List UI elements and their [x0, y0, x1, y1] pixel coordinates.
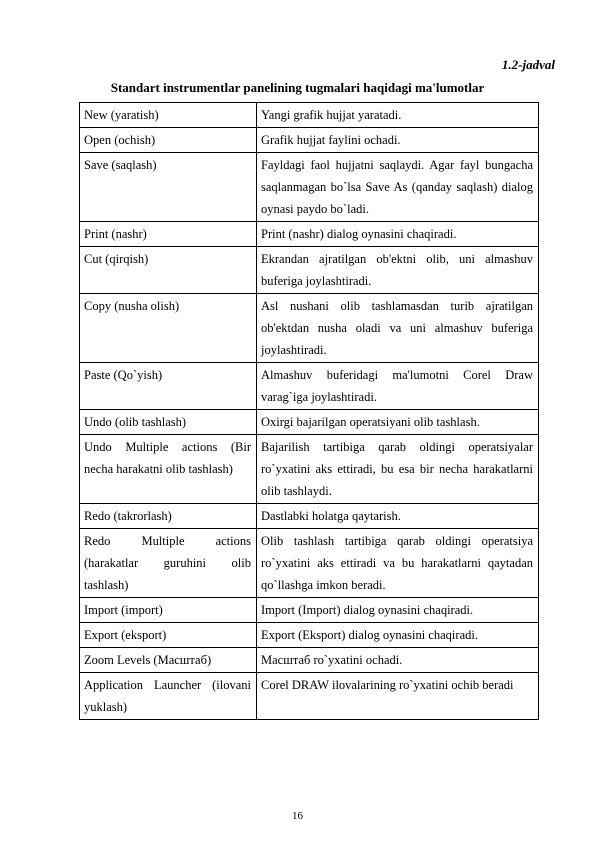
button-description-cell: Bajarilish tartibiga qarab oldingi operatsiyalar ro`yxatini aks ettiradi, bu esa bir necha harakatlarni olib tashlaydi.: [257, 435, 539, 504]
table-title: Standart instrumentlar panelining tugmalari haqidagi ma'lumotlar: [110, 80, 485, 95]
table-row: [80, 504, 539, 529]
button-name-cell: New (yaratish): [80, 103, 257, 128]
table-row: [80, 128, 539, 153]
button-description-cell: Fayldagi faol hujjatni saqlaydi. Agar fayl bungacha saqlanmagan bo`lsa Save As (qanday saqlash) dialog oynasi paydo bo`ladi.: [257, 153, 539, 222]
table-row: [80, 410, 539, 435]
button-description-cell: Dastlabki holatga qaytarish.: [257, 504, 539, 529]
table-row: [80, 598, 539, 623]
table-row: [80, 623, 539, 648]
button-description-cell: Corel DRAW ilovalarining ro`yxatini ochib beradi: [257, 673, 539, 720]
button-name-cell: Open (ochish): [80, 128, 257, 153]
button-description-cell: Almashuv buferidagi ma'lumotni Corel Draw varag`iga joylashtiradi.: [257, 363, 539, 410]
table-body: [80, 103, 539, 720]
table-row: [80, 673, 539, 720]
button-name-cell: Save (saqlash): [80, 153, 257, 222]
button-description-cell: Olib tashlash tartibiga qarab oldingi operatsiya ro`yxatini aks ettiradi va bu harakatlarni qaytadan qo`llashga imkon beradi.: [257, 529, 539, 598]
button-name-cell: Paste (Qo`yish): [80, 363, 257, 410]
button-description-cell: Oxirgi bajarilgan operatsiyani olib tashlash.: [257, 410, 539, 435]
button-name-cell: Copy (nusha olish): [80, 294, 257, 363]
button-name-cell: Print (nashr): [80, 222, 257, 247]
table-row: [80, 294, 539, 363]
button-name-cell: Redo Multiple actions (harakatlar guruhini olib tashlash): [80, 529, 257, 598]
table-row: [80, 648, 539, 673]
table-row: [80, 435, 539, 504]
button-description-cell: Масштаб ro`yxatini ochadi.: [257, 648, 539, 673]
button-description-cell: Asl nushani olib tashlamasdan turib ajratilgan ob'ektdan nusha oladi va uni almashuv buferiga joylashtiradi.: [257, 294, 539, 363]
table-row: [80, 363, 539, 410]
table-row: [80, 247, 539, 294]
button-name-cell: Undo Multiple actions (Bir necha harakatni olib tashlash): [80, 435, 257, 504]
button-description-cell: Ekrandan ajratilgan ob'ektni olib, uni almashuv buferiga joylashtiradi.: [257, 247, 539, 294]
button-name-cell: Zoom Levels (Масштаб): [80, 648, 257, 673]
page-number: 16: [292, 810, 303, 822]
button-description-cell: Import (Import) dialog oynasini chaqiradi.: [257, 598, 539, 623]
button-description-cell: Yangi grafik hujjat yaratadi.: [257, 103, 539, 128]
button-name-cell: Redo (takrorlash): [80, 504, 257, 529]
buttons-table: [79, 102, 539, 720]
button-description-cell: Export (Eksport) dialog oynasini chaqiradi.: [257, 623, 539, 648]
table-row: [80, 153, 539, 222]
button-name-cell: Undo (olib tashlash): [80, 410, 257, 435]
button-name-cell: Import (import): [80, 598, 257, 623]
button-name-cell: Export (eksport): [80, 623, 257, 648]
button-name-cell: Cut (qirqish): [80, 247, 257, 294]
button-description-cell: Print (nashr) dialog oynasini chaqiradi.: [257, 222, 539, 247]
button-description-cell: Grafik hujjat faylini ochadi.: [257, 128, 539, 153]
table-row: [80, 222, 539, 247]
table-row: [80, 103, 539, 128]
table-row: [80, 529, 539, 598]
table-label: 1.2-jadval: [501, 57, 555, 72]
button-name-cell: Application Launcher (ilovani yuklash): [80, 673, 257, 720]
